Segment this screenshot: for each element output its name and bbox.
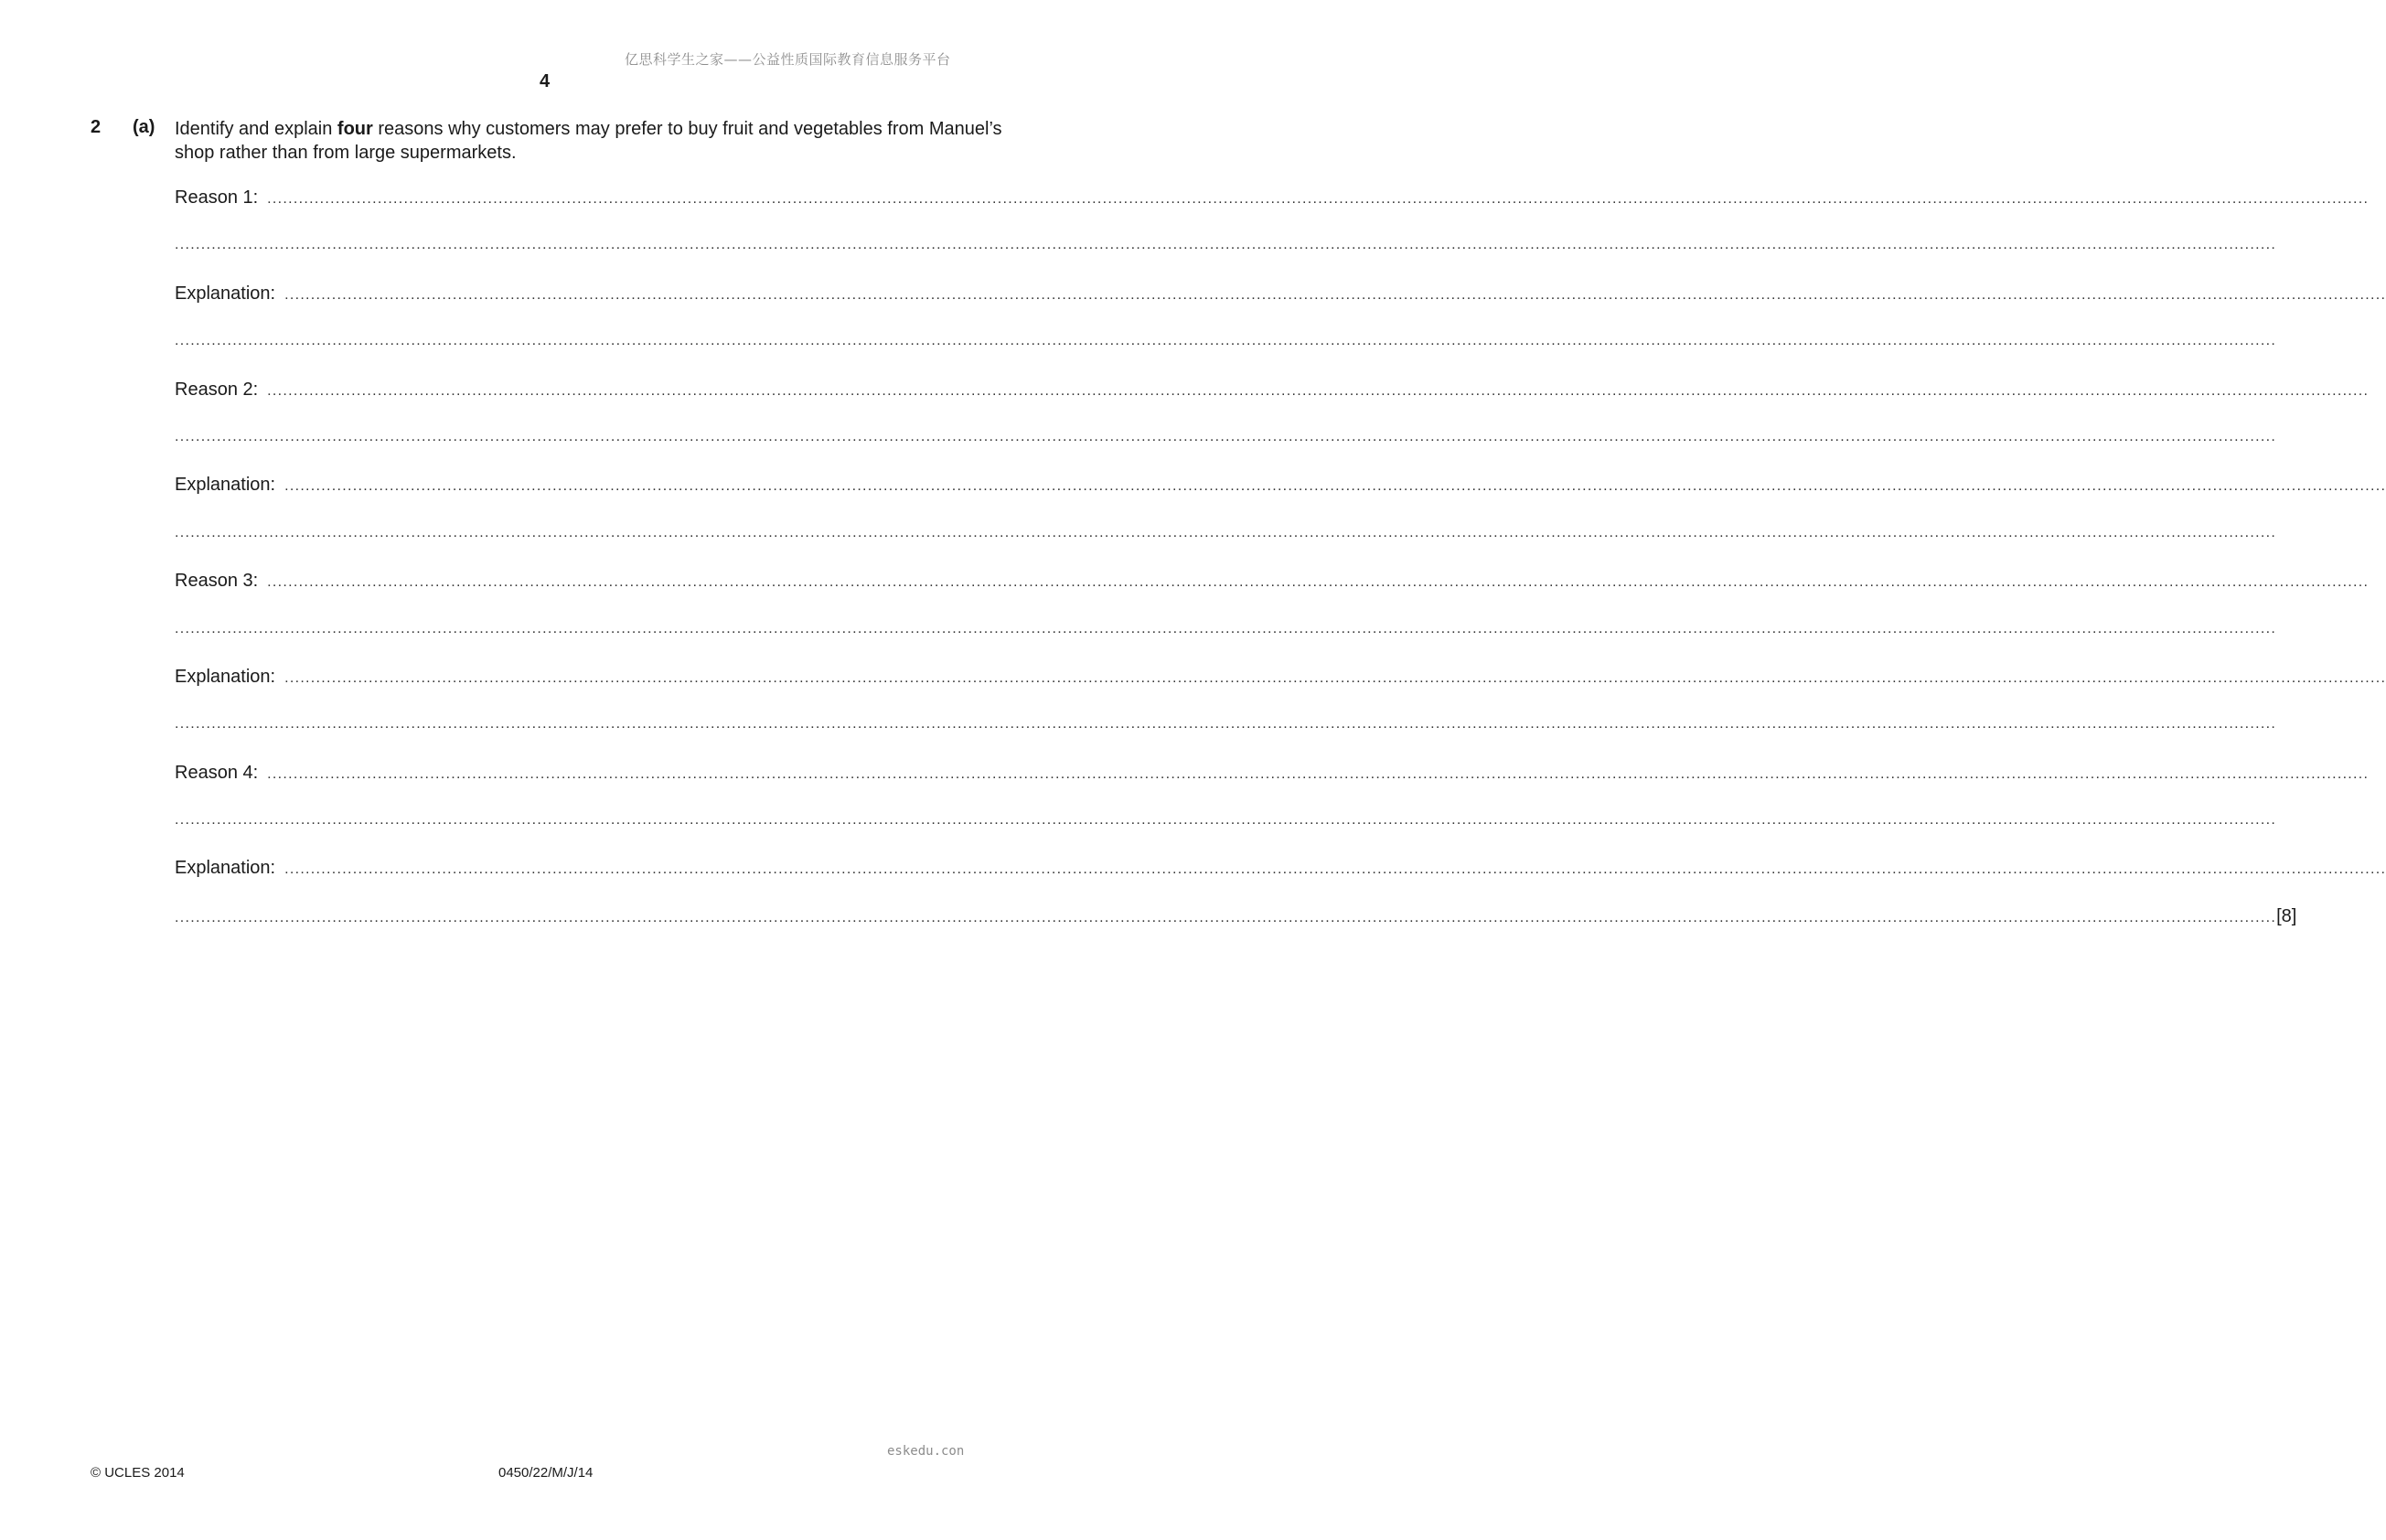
- page-number: 4: [539, 71, 551, 91]
- answer-dotted-rule[interactable]: ................................................................................................................................................................................................................................................................................................................................................................................................................: [267, 574, 2370, 591]
- answer-line-label: Explanation:: [175, 666, 276, 687]
- answer-line-labelled[interactable]: [175, 761, 2370, 808]
- answer-line-label: Explanation:: [175, 475, 276, 496]
- answer-dotted-rule[interactable]: ................................................................................................................................................................................................................................................................................................................................................................................................................: [284, 861, 2386, 878]
- answer-dotted-rule[interactable]: ................................................................................................................................................................................................................................................................................................................................................................................................................: [175, 428, 2277, 444]
- marks-allocation: [8]: [2276, 905, 2297, 926]
- footer-copyright: © UCLES 2014: [91, 1465, 185, 1481]
- answer-line-labelled[interactable]: [175, 378, 2370, 425]
- answer-dotted-rule[interactable]: ................................................................................................................................................................................................................................................................................................................................................................................................................: [267, 191, 2370, 207]
- answer-line[interactable]: [175, 712, 2277, 760]
- answer-dotted-rule[interactable]: ................................................................................................................................................................................................................................................................................................................................................................................................................: [175, 812, 2277, 829]
- answer-line[interactable]: [175, 425, 2277, 473]
- answer-dotted-rule[interactable]: ................................................................................................................................................................................................................................................................................................................................................................................................................: [175, 237, 2277, 253]
- question-text-after: reasons why customers may prefer to buy fruit and vegetables from Manuel’s shop rather than from large supermarkets.: [175, 119, 1002, 163]
- answer-line-labelled[interactable]: [175, 665, 2386, 712]
- answer-line-labelled[interactable]: [175, 282, 2386, 329]
- answer-line[interactable]: [175, 521, 2277, 569]
- answer-line[interactable]: [175, 329, 2277, 377]
- question-text: [175, 117, 1007, 165]
- header-watermark: 亿思科学生之家——公益性质国际教育信息服务平台: [625, 51, 951, 68]
- question-number: 2: [91, 117, 102, 137]
- answer-line[interactable]: [175, 233, 2277, 281]
- answer-dotted-rule[interactable]: ................................................................................................................................................................................................................................................................................................................................................................................................................: [284, 669, 2386, 686]
- answer-dotted-rule[interactable]: ................................................................................................................................................................................................................................................................................................................................................................................................................: [175, 716, 2277, 733]
- answer-line[interactable]: [175, 617, 2277, 665]
- answer-dotted-rule[interactable]: ................................................................................................................................................................................................................................................................................................................................................................................................................: [175, 524, 2277, 540]
- answer-dotted-rule[interactable]: ................................................................................................................................................................................................................................................................................................................................................................................................................: [175, 909, 2277, 925]
- answer-line-label: Explanation:: [175, 283, 276, 304]
- answer-dotted-rule[interactable]: ................................................................................................................................................................................................................................................................................................................................................................................................................: [267, 765, 2370, 782]
- answer-dotted-rule[interactable]: ................................................................................................................................................................................................................................................................................................................................................................................................................: [284, 286, 2386, 303]
- answer-dotted-rule[interactable]: ................................................................................................................................................................................................................................................................................................................................................................................................................: [175, 620, 2277, 636]
- answer-line-labelled[interactable]: [175, 856, 2386, 904]
- answer-dotted-rule[interactable]: ................................................................................................................................................................................................................................................................................................................................................................................................................: [267, 382, 2370, 399]
- answer-line-labelled[interactable]: [175, 569, 2370, 616]
- answer-dotted-rule[interactable]: ................................................................................................................................................................................................................................................................................................................................................................................................................: [175, 333, 2277, 349]
- answer-line[interactable]: [175, 808, 2277, 856]
- answer-line-label: Reason 3:: [175, 571, 259, 592]
- answer-line-labelled[interactable]: [175, 473, 2386, 520]
- answer-line-label: Reason 4:: [175, 762, 259, 783]
- question-text-before: Identify and explain: [175, 119, 337, 139]
- answer-line-labelled[interactable]: [175, 186, 2370, 233]
- answer-line[interactable]: [175, 904, 2297, 952]
- question-text-bold: four: [337, 119, 373, 139]
- answer-area: [175, 186, 2386, 952]
- answer-dotted-rule[interactable]: ................................................................................................................................................................................................................................................................................................................................................................................................................: [284, 478, 2386, 495]
- question-part: (a): [133, 117, 155, 137]
- answer-line-label: Reason 1:: [175, 187, 259, 208]
- answer-line-label: Explanation:: [175, 858, 276, 879]
- footer-watermark: eskedu.con: [887, 1444, 965, 1459]
- answer-line-label: Reason 2:: [175, 379, 259, 400]
- footer-paper-code: 0450/22/M/J/14: [498, 1465, 594, 1481]
